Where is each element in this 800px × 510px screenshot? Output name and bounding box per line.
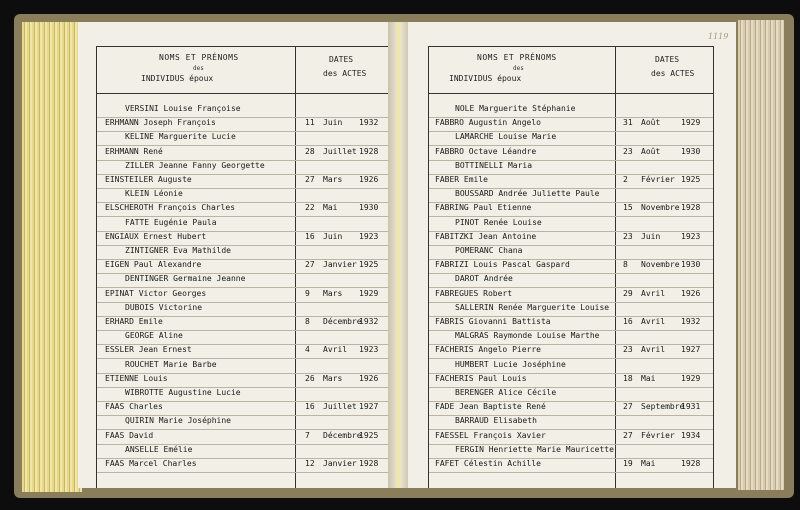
entry-month: Février [641,430,675,440]
entry-month: Juin [323,118,343,128]
entry-year: 1925 [681,175,701,184]
entry-month: Septembre [641,402,685,412]
entry-name: ELSCHEROTH François Charles [105,203,236,213]
entry-name: KELINE Marguerite Lucie [125,132,236,142]
entry-day: 28 [305,146,315,156]
entry-month: Février [641,175,675,184]
entry-month: Mai [323,203,338,213]
entry-name: HUMBERT Lucie Joséphine [455,359,566,369]
entry-name: LAMARCHE Louise Marie [455,132,557,142]
entry-name: FABRIZI Louis Pascal Gaspard [435,260,570,270]
entry-name: BOTTINELLI Maria [455,160,533,170]
entry-month: Avril [641,317,666,326]
entry-day: 27 [305,175,315,184]
entry-month: Août [641,118,661,128]
entry-name: FABBRO Augustin Angelo [435,118,541,128]
table-header [97,47,389,94]
entry-name: KLEIN Léonie [125,189,183,199]
entry-name: GEORGE Aline [125,331,183,341]
entry-day: 18 [623,373,633,383]
header-actes: des ACTES [323,69,367,78]
entry-day: 16 [305,231,315,241]
entry-name: SALLERIN Renée Marguerite Louise [455,302,610,312]
entry-month: Avril [641,288,666,298]
row-rule [429,472,713,473]
entry-name: ETIENNE Louis [105,373,168,383]
entry-month: Juin [323,231,343,241]
entry-day: 19 [623,459,633,468]
header-individus: INDIVIDUS époux [141,74,214,83]
entry-month: Juillet [323,402,357,412]
entry-month: Décembre [323,430,362,440]
entry-name: EIGEN Paul Alexandre [105,260,202,270]
header-actes: des ACTES [651,69,695,78]
entry-month: Juin [641,231,661,241]
entry-year: 1934 [681,430,701,440]
entry-name: MALGRAS Raymonde Louise Marthe [455,331,600,341]
entry-year: 1927 [681,345,701,355]
entry-name: BARRAUD Elisabeth [455,416,537,426]
entry-year: 1929 [359,288,379,298]
header-dates: DATES [329,55,354,64]
entry-year: 1928 [681,203,701,213]
entry-year: 1932 [681,317,701,326]
entry-year: 1929 [681,118,701,128]
header-noms: NOMS ET PRÉNOMS [159,53,239,62]
entry-day: 29 [623,288,633,298]
entry-name: FADE Jean Baptiste René [435,402,546,412]
entry-month: Mai [641,373,656,383]
entry-name: ERHMANN Joseph François [105,118,216,128]
entry-year: 1930 [359,203,379,213]
entry-name: ROUCHET Marie Barbe [125,359,217,369]
entry-name: ENGIAUX Ernest Hubert [105,231,207,241]
entry-day: 15 [623,203,633,213]
entry-month: Mars [323,175,343,184]
entry-year: 1925 [359,430,379,440]
register-table-left [96,46,390,488]
entry-name: FACHERIS Angelo Pierre [435,345,541,355]
entry-name: BOUSSARD Andrée Juliette Paule [455,189,600,199]
page-number: 1119 [708,32,729,41]
entry-year: 1928 [681,459,701,468]
entry-name: FABER Emile [435,175,488,184]
entry-month: Avril [323,345,348,355]
entry-name: EPINAT Victor Georges [105,288,207,298]
column-separator [295,47,296,488]
entry-day: 27 [305,260,315,270]
entry-name: ANSELLE Emélie [125,444,193,454]
entry-day: 31 [623,118,633,128]
entry-year: 1929 [681,373,701,383]
entry-month: Novembre [641,260,680,270]
entry-day: 7 [305,430,310,440]
entry-name: FAAS Charles [105,402,163,412]
entry-name: FAFET Célestin Achille [435,459,541,468]
entry-month: Janvier [323,459,357,468]
entry-year: 1926 [681,288,701,298]
entry-year: 1927 [359,402,379,412]
entry-name: QUIRIN Marie Joséphine [125,416,231,426]
entry-name: NOLE Marguerite Stéphanie [455,104,576,113]
entry-name: VERSINI Louise Françoise [125,104,241,113]
entry-name: FAAS David [105,430,154,440]
entry-day: 9 [305,288,310,298]
entry-name: FABRIS Giovanni Battista [435,317,551,326]
table-header [429,47,713,94]
entry-year: 1932 [359,317,379,326]
entry-year: 1928 [359,459,379,468]
column-separator [615,47,616,488]
entry-name: FABRING Paul Etienne [435,203,532,213]
header-des: des [513,65,524,72]
entry-year: 1923 [359,231,379,241]
entry-name: ZILLER Jeanne Fanny Georgette [125,160,265,170]
left-page [78,22,390,488]
entry-day: 16 [623,317,633,326]
entry-name: FABITZKI Jean Antoine [435,231,537,241]
entry-day: 27 [623,402,633,412]
entry-day: 23 [623,231,633,241]
entry-day: 26 [305,373,315,383]
entry-name: WIBROTTE Augustine Lucie [125,388,241,397]
entry-year: 1931 [681,402,701,412]
entry-name: DENTINGER Germaine Jeanne [125,274,246,284]
entry-name: BERENGER Alice Cécile [455,388,557,397]
entry-month: Mai [641,459,656,468]
entry-year: 1930 [681,146,701,156]
entry-name: FABBRO Octave Léandre [435,146,537,156]
header-noms: NOMS ET PRÉNOMS [477,53,557,62]
register-table-right [428,46,714,488]
entry-month: Mars [323,288,343,298]
entry-name: FABREGUES Robert [435,288,513,298]
entry-name: PINOT Renée Louise [455,217,542,227]
entry-year: 1926 [359,175,379,184]
entry-name: FACHERIS Paul Louis [435,373,527,383]
gutter [388,22,410,488]
entry-month: Juillet [323,146,357,156]
entry-year: 1926 [359,373,379,383]
entry-day: 27 [623,430,633,440]
entry-year: 1930 [681,260,701,270]
entry-day: 23 [623,345,633,355]
entry-name: ERHARD Emile [105,317,163,326]
entry-year: 1928 [359,146,379,156]
entry-name: FAAS Marcel Charles [105,459,197,468]
entry-name: DAROT Andrée [455,274,513,284]
entry-month: Janvier [323,260,357,270]
right-page [408,22,736,488]
entry-name: DUBOIS Victorine [125,302,203,312]
row-rule [97,472,389,473]
entry-year: 1923 [359,345,379,355]
entry-year: 1925 [359,260,379,270]
entry-name: FATTE Eugénie Paula [125,217,217,227]
entry-month: Mars [323,373,343,383]
entry-name: EINSTEILER Auguste [105,175,192,184]
entry-year: 1932 [359,118,379,128]
entry-day: 22 [305,203,315,213]
entry-name: ZINTIGNER Eva Mathilde [125,246,231,255]
page-edges-left [22,22,82,492]
entry-day: 2 [623,175,628,184]
entry-day: 8 [623,260,628,270]
entry-name: FAESSEL François Xavier [435,430,546,440]
entry-month: Décembre [323,317,362,326]
entry-day: 4 [305,345,310,355]
entry-name: FERGIN Henriette Marie Mauricette [455,444,614,454]
header-individus: INDIVIDUS époux [449,74,522,83]
entry-month: Avril [641,345,666,355]
entry-day: 12 [305,459,315,468]
entry-day: 16 [305,402,315,412]
header-dates: DATES [655,55,680,64]
entry-day: 11 [305,118,315,128]
entry-year: 1923 [681,231,701,241]
entry-month: Novembre [641,203,680,213]
page-edges-right [738,20,784,490]
entry-month: Août [641,146,661,156]
entry-day: 8 [305,317,310,326]
entry-name: ESSLER Jean Ernest [105,345,192,355]
entry-name: ERHMANN René [105,146,163,156]
header-des: des [193,65,204,72]
entry-name: POMERANC Chana [455,246,523,255]
entry-day: 23 [623,146,633,156]
